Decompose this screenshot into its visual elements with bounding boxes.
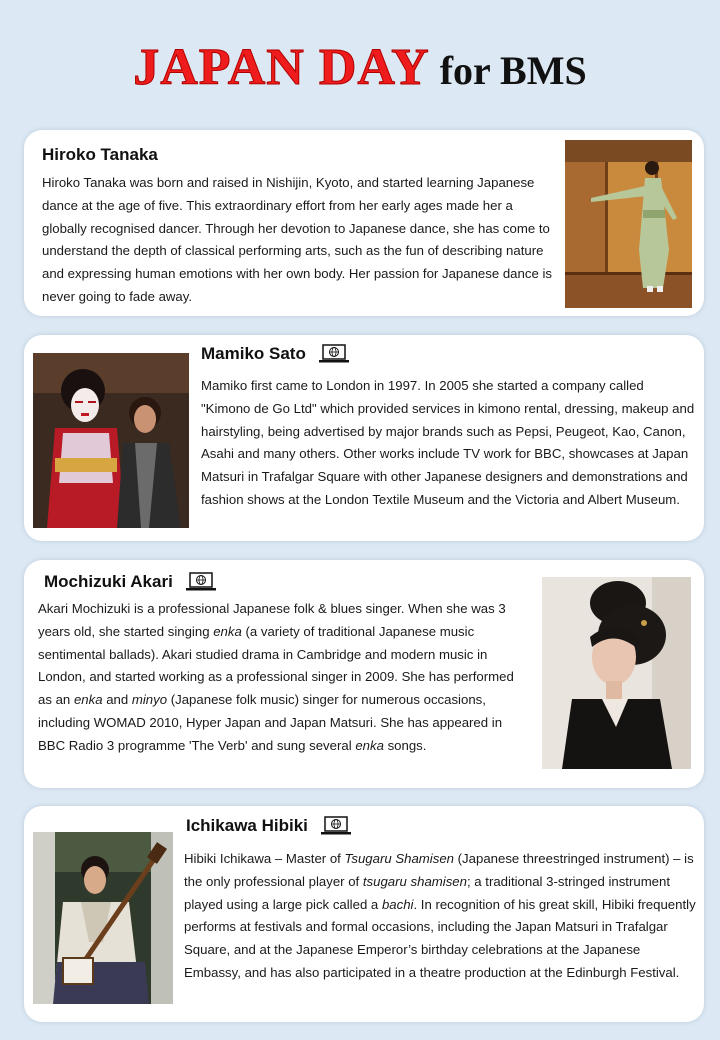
performer-name	[201, 344, 348, 364]
performer-name	[42, 145, 158, 165]
performer-bio: Hibiki Ichikawa – Master of Tsugaru Shamisen (Japanese threestringed instrument) – is the only professional player of tsugaru shamisen; a traditional 3-stringed instrument played using a large pick called a bachi. In recognition of his great skill, Hibiki frequently performs at festivals and formal occasions, including the Japan Matsuri in Trafalgar Square, and at the Japanese Emperor’s birthday celebrations at the Japanese Embassy, and has also participated in a theatre production at the Edinburgh Festival.	[184, 851, 696, 980]
performer-name-text: Hiroko Tanaka	[42, 145, 158, 164]
performer-bio: Hiroko Tanaka was born and raised in Nishijin, Kyoto, and started learning Japanese dance at the age of five. This extraordinary effort from her early ages made her a globally recognised dancer. Through her devotion to Japanese dance, she has come to understand the depth of classical performing arts, such as the fun of describing nature and expressing human emotions with her own body. Her passion for Japanese dance is never going to fade away.	[42, 175, 552, 304]
laptop-globe-icon[interactable]	[185, 572, 215, 592]
performer-photo-dancer	[565, 140, 692, 308]
performer-card-akari	[24, 560, 704, 788]
performer-name	[44, 572, 215, 592]
performer-photo-singer	[542, 577, 691, 769]
performer-name-text: Mochizuki Akari	[44, 572, 173, 591]
performer-card-hibiki	[24, 806, 704, 1022]
performer-photo-kimono	[33, 353, 189, 528]
laptop-globe-icon[interactable]	[320, 816, 350, 836]
laptop-globe-icon[interactable]	[318, 344, 348, 364]
performer-name	[186, 816, 350, 836]
performer-card-hiroko	[24, 130, 704, 316]
performer-photo-shamisen	[33, 832, 173, 1004]
performer-name-text: Mamiko Sato	[201, 344, 306, 363]
performer-bio: Akari Mochizuki is a professional Japanese folk & blues singer. When she was 3 years old, she started singing enka (a variety of traditional Japanese music sentimental ballads). Akari studied drama in Cambridge and modern music in London, and started working as a professional singer in 2009. She has performed as an enka and minyo (Japanese folk music) singer for numerous occasions, including WOMAD 2010, Hyper Japan and Japan Matsuri. She has appeared in BBC Radio 3 programme 'The Verb' and sung several enka songs.	[38, 601, 514, 753]
title-main: JAPAN DAY	[133, 39, 430, 96]
title-sub: for BMS	[439, 48, 587, 93]
page-title	[0, 38, 720, 97]
performer-name-text: Ichikawa Hibiki	[186, 816, 308, 835]
performer-card-mamiko	[24, 335, 704, 541]
performer-bio: Mamiko first came to London in 1997. In 2005 she started a company called "Kimono de Go Ltd" which provided services in kimono rental, dressing, makeup and hairstyling, being advertised by major brands such as Pepsi, Peugeot, Kao, Canon, Asahi and many others. Other works include TV work for BBC, showcases at Japan Matsuri in Trafalgar Square with other Japanese designers and demonstrations and fashion shows at the London Textile Museum and the Victoria and Albert Museum.	[201, 378, 695, 507]
